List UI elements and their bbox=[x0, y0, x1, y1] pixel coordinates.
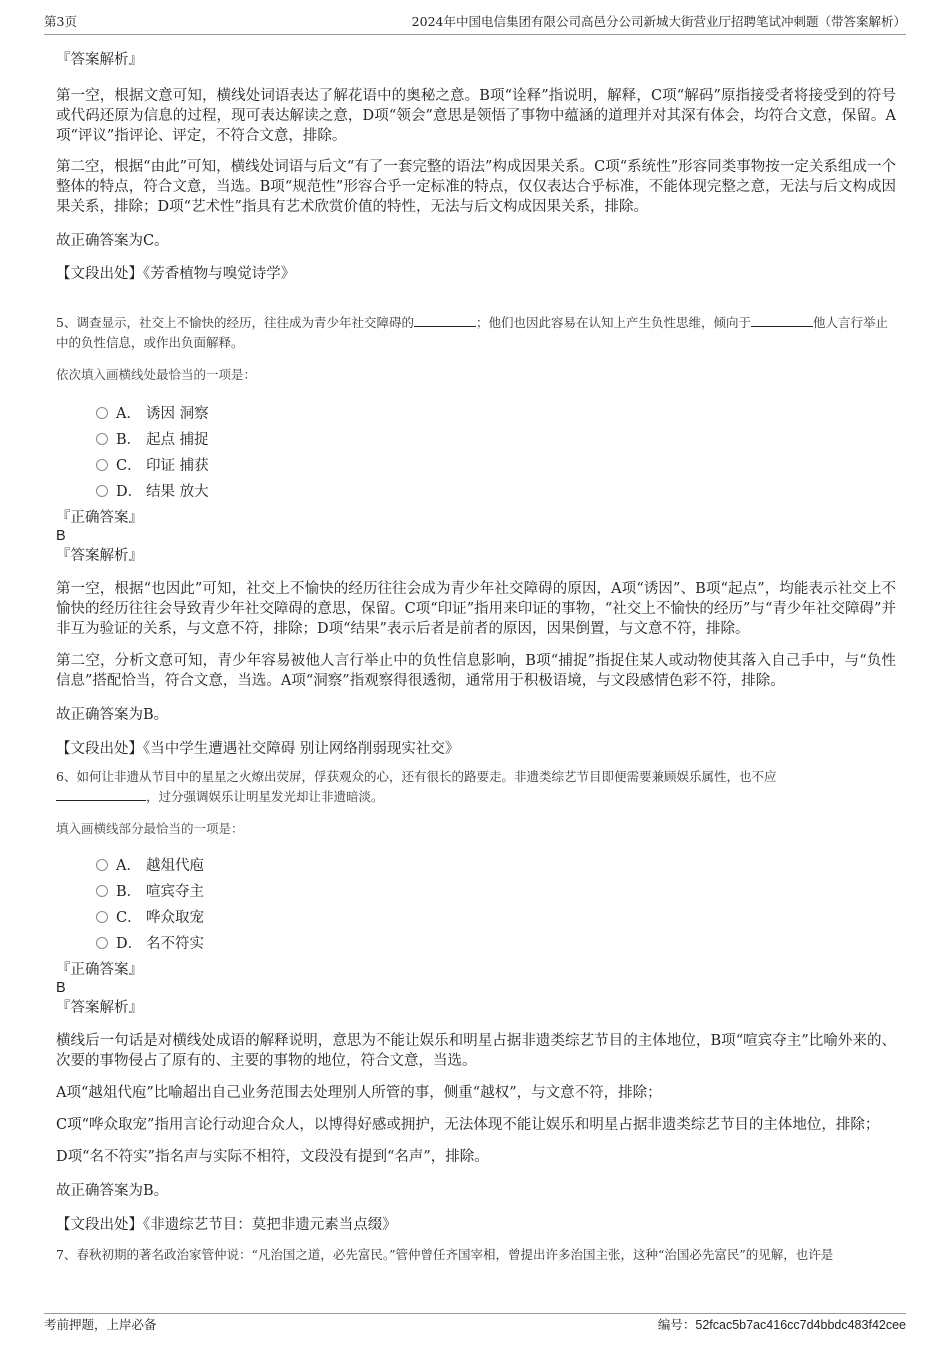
page-header bbox=[44, 12, 906, 35]
q6-option-b[interactable]: B． 喧宾夺主 bbox=[96, 879, 896, 905]
q4-analysis-para1: 第一空，根据文意可知，横线处词语表达了解花语中的奥秘之意。B项“诠释”指说明，解释，C项“解码”原指接受者将接受到的符号或代码还原为信息的过程，现可表达解读之意，D项“领会”意思是领悟了事物中蕴涵的道理并对其深有体会，均符合文意，保留。A项“评议”指评论、评定，不符合文意，排除。 bbox=[56, 88, 896, 144]
q5-analysis-label: 『答案解析』 bbox=[56, 548, 143, 564]
q5-correct-answer: B bbox=[56, 528, 66, 544]
q5-stem bbox=[56, 313, 896, 353]
q6-option-d[interactable]: D． 名不符实 bbox=[96, 931, 896, 957]
q4-source: 【文段出处】《芳香植物与嗅觉诗学》 bbox=[56, 266, 296, 282]
q6-correct-answer: B bbox=[56, 980, 66, 996]
q5-stem-part2: ；他们也因此容易在认知上产生负性思维，倾向于 bbox=[475, 315, 751, 330]
radio-icon[interactable] bbox=[96, 937, 108, 949]
q5-correct-label: 『正确答案』 bbox=[56, 510, 143, 526]
q7-stem: 7、春秋初期的著名政治家管仲说：“凡治国之道，必先富民。”管仲曾任齐国宰相，曾提出许多治国主张，这种“治国必先富民”的见解，也许是 bbox=[56, 1247, 834, 1262]
q5-blank-1 bbox=[414, 314, 476, 327]
q6-analysis-para4: D项“名不符实”指名声与实际不相符，文段没有提到“名声”，排除。 bbox=[56, 1149, 489, 1165]
q6-analysis-label: 『答案解析』 bbox=[56, 1000, 143, 1016]
document-title: 2024年中国电信集团有限公司高邑分公司新城大街营业厅招聘笔试冲刺题（带答案解析） bbox=[411, 14, 906, 29]
page-number: 第3页 bbox=[44, 14, 77, 29]
radio-icon[interactable] bbox=[96, 885, 108, 897]
q5-option-d[interactable]: D． 结果 放大 bbox=[96, 479, 896, 505]
radio-icon[interactable] bbox=[96, 407, 108, 419]
q6-stem bbox=[56, 767, 896, 807]
q5-blank-2 bbox=[751, 314, 813, 327]
q6-analysis-para2: A项“越俎代庖”比喻超出自己业务范围去处理别人所管的事，侧重“越权”，与文意不符，排除； bbox=[56, 1085, 662, 1101]
radio-icon[interactable] bbox=[96, 859, 108, 871]
radio-icon[interactable] bbox=[96, 911, 108, 923]
q5-stem-part3: 他人言行举止中的负性信息，或作出负面解释。 bbox=[56, 315, 888, 350]
page-footer bbox=[44, 1313, 906, 1338]
document-code-label: 编号： bbox=[657, 1317, 696, 1332]
q5-stem-part1: 5、调查显示，社交上不愉快的经历，往往成为青少年社交障碍的 bbox=[56, 315, 414, 330]
q5-instruction: 依次填入画横线处最恰当的一项是： bbox=[56, 367, 257, 382]
q5-analysis-para1: 第一空，根据“也因此”可知，社交上不愉快的经历往往会成为青少年社交障碍的原因，A项“诱因”、B项“起点”，均能表示社交上不愉快的经历往往会导致青少年社交障碍的意思，保留。C项“印证”指用来印证的事物，“社交上不愉快的经历”与“青少年社交障碍”并非互为验证的关系，与文意不符，排除；D项“结果”表示后者是前者的原因，因果倒置，与文意不符，排除。 bbox=[56, 581, 896, 637]
q5-option-c[interactable]: C． 印证 捕获 bbox=[96, 453, 896, 479]
q4-analysis-para2: 第二空，根据“由此”可知，横线处词语与后文“有了一套完整的语法”构成因果关系。C项“系统性”形容同类事物按一定关系组成一个整体的特点，符合文意，当选。B项“规范性”形容合乎一定标准的特点，仅仅表达合乎标准，不能体现完整之意，无法与后文构成因果关系，排除；D项“艺术性”指具有艺术欣赏价值的特性，无法与后文构成因果关系，排除。 bbox=[56, 159, 896, 215]
q6-analysis-para1: 横线后一句话是对横线处成语的解释说明，意思为不能让娱乐和明星占据非遗类综艺节目的主体地位，B项“喧宾夺主”比喻外来的、次要的事物侵占了原有的、主要的事物的地位，符合文意，当选。 bbox=[56, 1033, 896, 1069]
radio-icon[interactable] bbox=[96, 485, 108, 497]
q4-analysis-label: 『答案解析』 bbox=[56, 52, 143, 68]
q5-option-b[interactable]: B． 起点 捕捉 bbox=[96, 427, 896, 453]
q4-conclusion: 故正确答案为C。 bbox=[56, 233, 169, 249]
q6-stem-part2: ，过分强调娱乐让明星发光却让非遗暗淡。 bbox=[146, 789, 384, 804]
q5-options bbox=[96, 401, 896, 505]
q6-blank bbox=[56, 788, 146, 801]
footer-slogan: 考前押题，上岸必备 bbox=[44, 1317, 157, 1332]
document-code bbox=[658, 1314, 906, 1336]
q5-source: 【文段出处】《当中学生遭遇社交障碍 别让网络削弱现实社交》 bbox=[56, 741, 460, 757]
q6-options bbox=[96, 853, 896, 957]
document-body bbox=[56, 44, 896, 1265]
q6-option-a[interactable]: A． 越俎代庖 bbox=[96, 853, 896, 879]
q6-conclusion: 故正确答案为B。 bbox=[56, 1183, 169, 1199]
q5-option-a[interactable]: A． 诱因 洞察 bbox=[96, 401, 896, 427]
q5-analysis-para2: 第二空，分析文意可知，青少年容易被他人言行举止中的负性信息影响，B项“捕捉”指捉住某人或动物使其落入自己手中，与“负性信息”搭配恰当，符合文意，当选。A项“洞察”指观察得很透彻，通常用于积极语境，与文段感情色彩不符，排除。 bbox=[56, 653, 896, 689]
radio-icon[interactable] bbox=[96, 459, 108, 471]
radio-icon[interactable] bbox=[96, 433, 108, 445]
q6-instruction: 填入画横线部分最恰当的一项是： bbox=[56, 821, 244, 836]
q6-option-c[interactable]: C． 哗众取宠 bbox=[96, 905, 896, 931]
q6-stem-part1: 6、如何让非遗从节目中的星星之火燎出荧屏，俘获观众的心，还有很长的路要走。非遗类综艺节目即便需要兼顾娱乐属性，也不应 bbox=[56, 769, 777, 784]
q6-analysis-para3: C项“哗众取宠”指用言论行动迎合众人，以博得好感或拥护，无法体现不能让娱乐和明星占据非遗类综艺节目的主体地位，排除； bbox=[56, 1117, 880, 1133]
document-code-value: 52fcac5b7ac416cc7d4bbdc483f42cee bbox=[695, 1318, 906, 1332]
q5-conclusion: 故正确答案为B。 bbox=[56, 707, 169, 723]
q6-source: 【文段出处】《非遗综艺节目：莫把非遗元素当点缀》 bbox=[56, 1217, 397, 1233]
q6-correct-label: 『正确答案』 bbox=[56, 962, 143, 978]
